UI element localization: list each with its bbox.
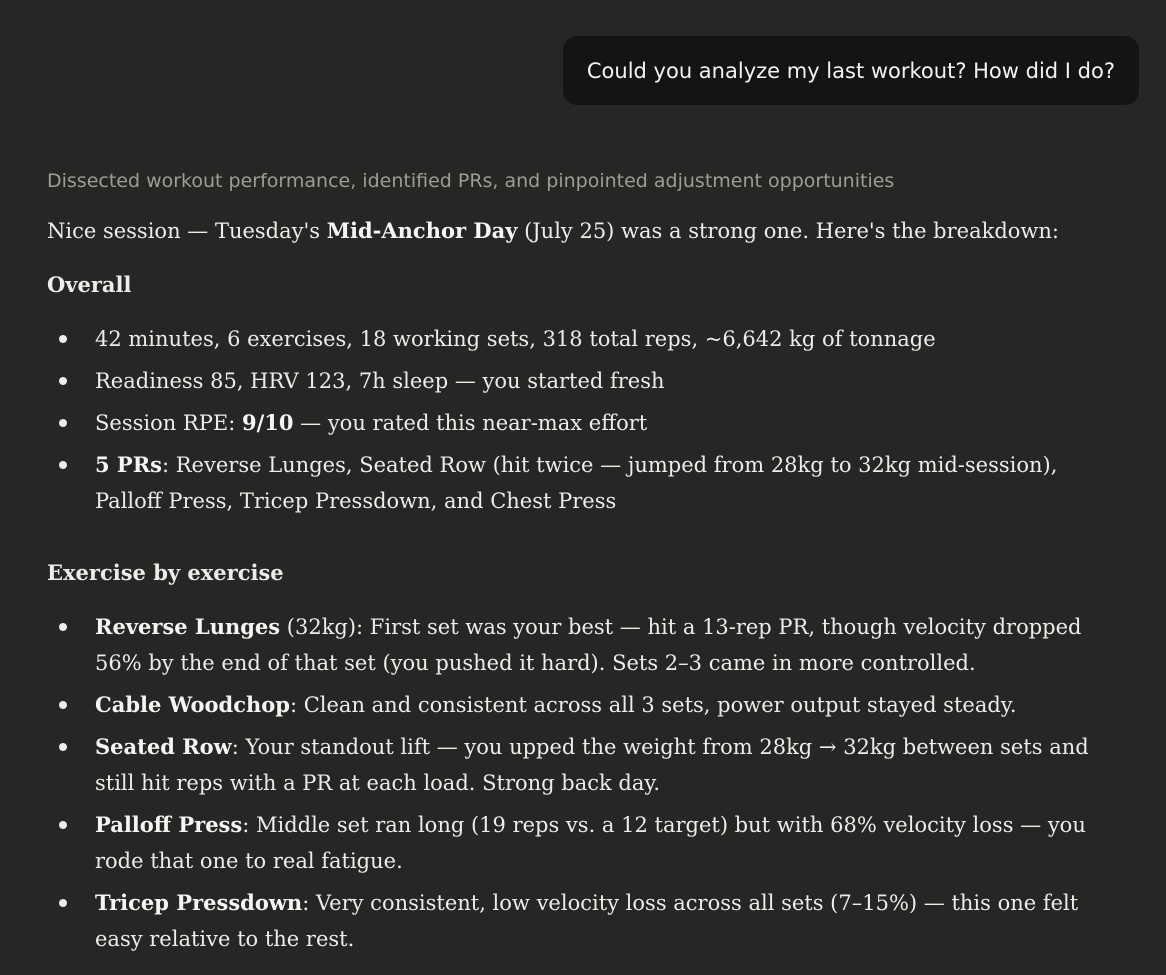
list-item-text: : Very consistent, low velocity loss across all sets (7–15%) — this one felt easy relative to the rest. — [95, 891, 1079, 951]
user-message-bubble — [563, 36, 1139, 105]
bullet-dot — [59, 701, 67, 709]
list-item-text: : Reverse Lunges, Seated Row (hit twice — jumped from 28kg to 32kg mid-session), Palloff Press, Tricep Pressdown, and Chest Press — [95, 453, 1058, 513]
list-item-bold: Palloff Press — [95, 812, 243, 837]
list-item-text: : Clean and consistent across all 3 sets, power output stayed steady. — [289, 693, 1017, 717]
overall-heading: Overall — [47, 272, 132, 297]
list-item-text: : Your standout lift — you upped the weight from 28kg → 32kg between sets and still hit reps with a PR at each load. Strong back day. — [95, 735, 1089, 795]
list-item-bold: Reverse Lunges — [95, 614, 281, 639]
bullet-dot — [59, 743, 67, 751]
list-item-bold: Seated Row — [95, 734, 232, 759]
list-item — [95, 729, 1127, 801]
list-item-bold: 5 PRs — [95, 452, 162, 477]
list-item-text: 42 minutes, 6 exercises, 18 working sets, 318 total reps, ~6,642 kg of tonnage — [95, 327, 936, 351]
user-message-text: Could you analyze my last workout? How did I do? — [586, 58, 1115, 83]
list-item-pre: Session RPE: — [95, 411, 242, 435]
list-item — [95, 807, 1127, 879]
bullet-dot — [59, 377, 67, 385]
bullet-dot — [59, 623, 67, 631]
intro-pre: Nice session — Tuesday's — [47, 219, 327, 243]
assistant-response — [47, 213, 1127, 963]
bullet-dot — [59, 335, 67, 343]
bullet-dot — [59, 461, 67, 469]
intro-paragraph — [47, 213, 1127, 249]
bullet-dot — [59, 419, 67, 427]
exercises-list — [47, 609, 1127, 957]
list-item-text: Readiness 85, HRV 123, 7h sleep — you started fresh — [95, 369, 665, 393]
list-item — [95, 363, 1127, 399]
exercises-heading: Exercise by exercise — [47, 560, 284, 585]
list-item-bold: Tricep Pressdown — [95, 890, 303, 915]
list-item-text: : Middle set ran long (19 reps vs. a 12 target) but with 68% velocity loss — you rode that one to real fatigue. — [95, 813, 1086, 873]
overall-list — [47, 321, 1127, 519]
list-item-text: (32kg): First set was your best — hit a 13-rep PR, though velocity dropped 56% by the end of that set (you pushed it hard). Sets 2–3 came in more controlled. — [95, 615, 1082, 675]
list-item — [95, 405, 1127, 441]
list-item — [95, 321, 1127, 357]
thinking-summary[interactable]: Dissected workout performance, identified PRs, and pinpointed adjustment opportunities — [47, 170, 895, 192]
bullet-dot — [59, 899, 67, 907]
list-item — [95, 609, 1127, 681]
list-item-bold: Cable Woodchop — [95, 692, 290, 717]
list-item-bold: 9/10 — [241, 410, 294, 435]
bullet-dot — [59, 821, 67, 829]
list-item — [95, 447, 1127, 519]
list-item — [95, 885, 1127, 957]
intro-post: (July 25) was a strong one. Here's the breakdown: — [517, 219, 1059, 243]
intro-bold: Mid-Anchor Day — [326, 218, 518, 243]
list-item-text: — you rated this near-max effort — [293, 411, 648, 435]
list-item — [95, 687, 1127, 723]
